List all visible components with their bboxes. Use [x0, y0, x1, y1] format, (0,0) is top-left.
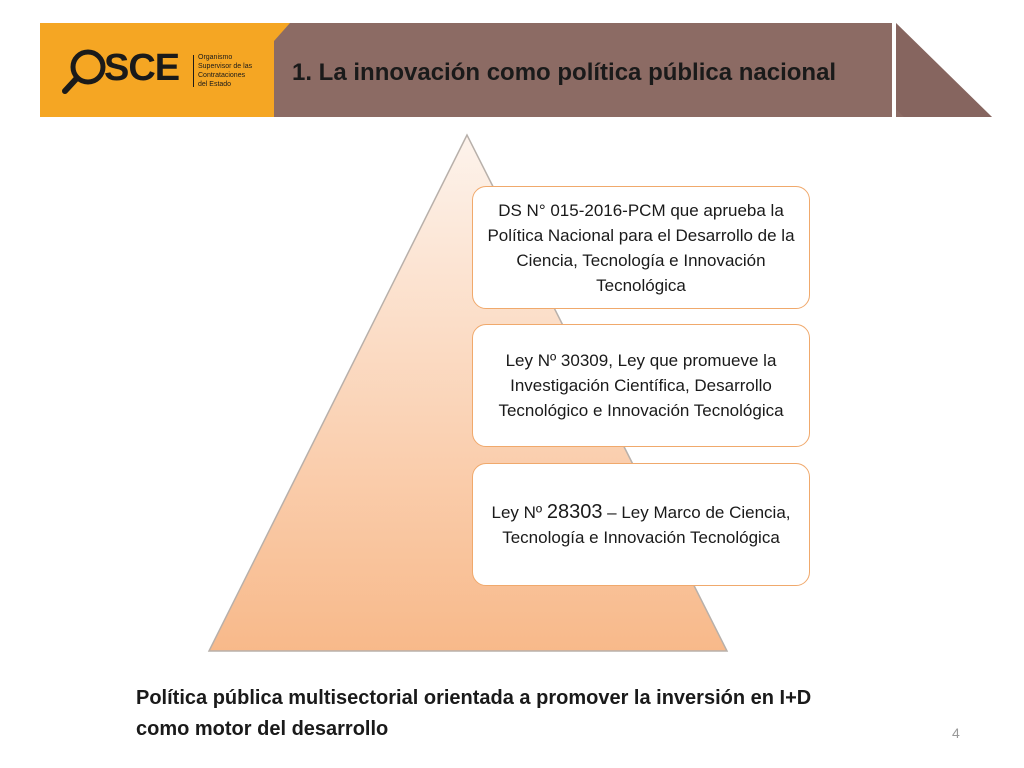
pyramid-level-base [472, 463, 810, 586]
logo-separator [193, 55, 194, 87]
footer-statement: Política pública multisectorial orientada a promover la inversión en I+D como motor del desarrollo [136, 687, 812, 740]
osce-logo [40, 23, 274, 117]
logo-tab [274, 23, 290, 41]
corner-decoration [896, 23, 992, 117]
level-text: Ley Nº 30309, Ley que promueve la Investigación Científica, Desarrollo Tecnológico e Innovación Tecnológica [498, 351, 784, 420]
level-text: DS N° 015-2016-PCM que aprueba la Política Nacional para el Desarrollo de la Ciencia, Tecnología e Innovación Tecnológica [487, 200, 795, 295]
page-number: 4 [952, 725, 960, 741]
level-text: Ley Nº 28303 – Ley Marco de Ciencia, Tecnología e Innovación Tecnológica [491, 500, 791, 547]
pyramid-level-top [472, 186, 810, 309]
logo-text: SCE [104, 47, 180, 89]
header-bar [40, 23, 892, 117]
logo-subtitle: Organismo Supervisor de las Contrataciones del Estado [198, 54, 253, 88]
pyramid-level-middle [472, 324, 810, 447]
magnifier-icon [60, 45, 110, 95]
slide-title: 1. La innovación como política pública nacional [292, 59, 837, 86]
